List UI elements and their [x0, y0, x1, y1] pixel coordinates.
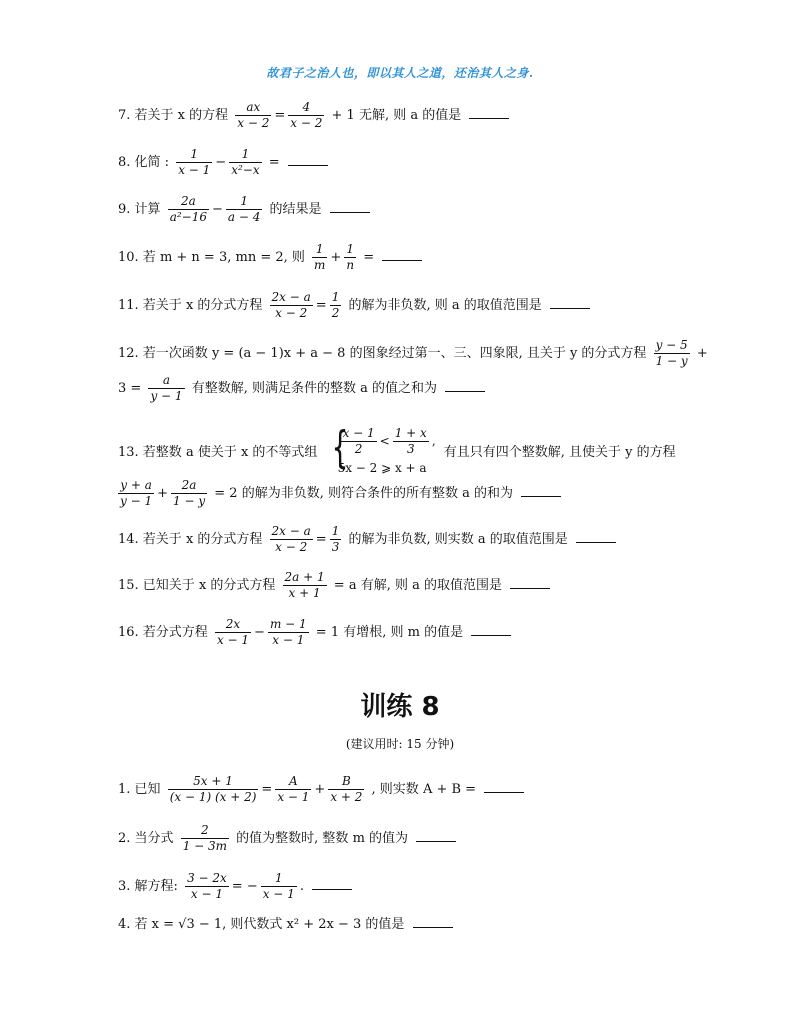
section-subtitle: (建议用时: 15 分钟) — [345, 737, 455, 751]
answer-blank — [576, 530, 616, 543]
problem-13-line-1 — [118, 422, 676, 479]
question-1: 1. 已知 $\frac{5x + 1}{(x - 1) (x + 2)}$ = $\frac{A}{x - 1}$ + $\frac{B}{x + 2}$ , 则实数 A + B = — [118, 774, 524, 805]
answer-blank — [471, 623, 511, 636]
problem-10-suffix: = — [363, 250, 375, 265]
problem-16-prefix: 16. 若分式方程 — [118, 625, 208, 640]
fraction: $\frac{x - 1}{2}$ — [342, 426, 375, 456]
fraction: $\frac{B}{x + 2}$ — [330, 774, 363, 804]
fraction: $\frac{ax}{x - 2}$ — [237, 100, 270, 130]
problem-7-prefix: 7. 若关于 x 的方程 — [118, 108, 229, 123]
header-motto: 故君子之治人也，即以其人之道，还治其人之身. — [266, 66, 534, 80]
problem-9-prefix: 9. 计算 — [118, 202, 161, 217]
problem-11-prefix: 11. 若关于 x 的分式方程 — [118, 298, 263, 313]
problem-13-line-2: $\frac{y + a}{y - 1}$ + $\frac{2a}{1 - y}$ = 2 的解为非负数, 则符合条件的所有整数 a 的和为 — [118, 478, 561, 509]
fraction: $\frac{1}{3}$ — [331, 524, 340, 554]
section-title: 训练 8 — [360, 692, 440, 722]
problem-15-prefix: 15. 已知关于 x 的分式方程 — [118, 578, 276, 593]
fraction: $\frac{1}{x - 1}$ — [262, 871, 295, 901]
problem-12-line2-suffix: 有整数解, 则满足条件的整数 a 的值之和为 — [191, 381, 437, 396]
fraction: $\frac{2}{1 - 3m}$ — [182, 823, 228, 853]
question-1-suffix: , 则实数 A + B = — [371, 782, 477, 797]
problem-12-line1-prefix: 12. 若一次函数 y = (a − 1)x + a − 8 的图象经过第一、三、四象限, 且关于 y 的分式方程 — [118, 346, 647, 361]
problem-14-prefix: 14. 若关于 x 的分式方程 — [118, 532, 263, 547]
problem-12-line-2 — [118, 373, 485, 404]
answer-blank — [550, 296, 590, 309]
question-3-prefix: 3. 解方程: — [118, 879, 178, 894]
answer-blank — [445, 379, 485, 392]
fraction: $\frac{2a}{\text{a²−16}}$ — [169, 194, 207, 224]
problem-14-suffix: 的解为非负数, 则实数 a 的取值范围是 — [348, 532, 568, 547]
problem-11-suffix: 的解为非负数, 则 a 的取值范围是 — [348, 298, 542, 313]
fraction: $\frac{y - 5}{1 - y}$ — [655, 338, 688, 368]
inequality-system — [326, 422, 436, 479]
problem-13-line2-suffix: = 2 的解为非负数, 则符合条件的所有整数 a 的和为 — [214, 486, 513, 501]
answer-blank — [413, 915, 453, 928]
problem-7: 7. 若关于 x 的方程 $\frac{ax}{x - 2}$ = $\frac{4}{x - 2}$ + 1 无解, 则 a 的值是 — [118, 100, 509, 131]
fraction: $\frac{1}{2}$ — [331, 290, 340, 320]
question-4 — [118, 915, 453, 935]
answer-blank — [330, 200, 370, 213]
problem-8-suffix: = — [268, 155, 280, 170]
fraction: $\frac{1}{a - 4}$ — [227, 194, 261, 224]
fraction: $\frac{2x}{x - 1}$ — [216, 617, 250, 647]
question-4-text: 4. 若 x = √3 − 1, 则代数式 x² + 2x − 3 的值是 — [118, 917, 405, 932]
answer-blank — [521, 484, 561, 497]
problem-10-prefix: 10. 若 m + n = 3, mn = 2, 则 — [118, 250, 305, 265]
problem-12-line1-suffix: + — [696, 346, 708, 361]
fraction: $\frac{a}{y - 1}$ — [150, 373, 183, 403]
inequality-row-1: $\frac{x - 1}{2}$ < $\frac{1 + x}{3}$ , — [342, 426, 436, 456]
problem-16: 16. 若分式方程 $\frac{2x}{x - 1}$ − $\frac{m - 1}{x - 1}$ = 1 有增根, 则 m 的值是 — [118, 617, 511, 648]
question-2-prefix: 2. 当分式 — [118, 831, 174, 846]
fraction: $\frac{1}{n}$ — [346, 242, 355, 272]
answer-blank — [288, 153, 328, 166]
fraction: $\frac{1}{m}$ — [314, 242, 326, 272]
problem-10: 10. 若 m + n = 3, mn = 2, 则 $\frac{1}{m}$ + $\frac{1}{n}$ = — [118, 242, 422, 273]
fraction: $\frac{5x + 1}{(x - 1) (x + 2)}$ — [169, 774, 257, 804]
problem-9: 9. 计算 $\frac{2a}{\text{a²−16}}$ − $\frac{1}{a - 4}$ 的结果是 — [118, 194, 370, 225]
problem-8-prefix: 8. 化简 : — [118, 155, 170, 170]
fraction: $\frac{y + a}{y - 1}$ — [120, 478, 153, 508]
fraction: $\frac{2x - a}{x - 2}$ — [271, 524, 311, 554]
problem-15-suffix: = a 有解, 则 a 的取值范围是 — [333, 578, 502, 593]
answer-blank — [484, 780, 524, 793]
problem-15 — [118, 570, 550, 601]
fraction: $\frac{2a + 1}{x + 1}$ — [284, 570, 325, 600]
problem-7-suffix: + 1 无解, 则 a 的值是 — [331, 108, 462, 123]
fraction: $\frac{m - 1}{x - 1}$ — [269, 617, 307, 647]
problem-12-line2-prefix: 3 = — [118, 381, 142, 396]
question-1-prefix: 1. 已知 — [118, 782, 161, 797]
problem-11: 11. 若关于 x 的分式方程 $\frac{2x - a}{x - 2}$ = $\frac{1}{2}$ 的解为非负数, 则 a 的取值范围是 — [118, 290, 590, 321]
fraction: $\frac{1}{\text{x²−x}}$ — [231, 147, 260, 177]
problem-16-suffix: = 1 有增根, 则 m 的值是 — [315, 625, 464, 640]
answer-blank — [382, 248, 422, 261]
fraction: $\frac{2a}{1 - y}$ — [173, 478, 206, 508]
fraction: $\frac{3 - 2x}{x - 1}$ — [187, 871, 227, 901]
left-brace: { — [331, 422, 348, 473]
problem-14: 14. 若关于 x 的分式方程 $\frac{2x - a}{x - 2}$ = $\frac{1}{3}$ 的解为非负数, 则实数 a 的取值范围是 — [118, 524, 616, 555]
fraction: $\frac{2x - a}{x - 2}$ — [271, 290, 311, 320]
problem-13-line1-suffix: 有且只有四个整数解, 且使关于 y 的方程 — [443, 445, 676, 460]
question-3: 3. 解方程: $\frac{3 - 2x}{x - 1}$ = − $\frac{1}{x - 1}$ . — [118, 871, 352, 902]
fraction: $\frac{1 + x}{3}$ — [394, 426, 427, 456]
fraction: $\frac{4}{x - 2}$ — [290, 100, 323, 130]
question-2-suffix: 的值为整数时, 整数 m 的值为 — [236, 831, 409, 846]
problem-8: 8. 化简 : $\frac{1}{x - 1}$ − $\frac{1}{\text{x²−x}}$ = — [118, 147, 328, 178]
answer-blank — [469, 106, 509, 119]
problem-13-line1-prefix: 13. 若整数 a 使关于 x 的不等式组 — [118, 445, 318, 460]
inequality-row-2: 5x − 2 ⩾ x + a — [337, 461, 427, 475]
fraction: $\frac{1}{x - 1}$ — [178, 147, 211, 177]
problem-12-line-1 — [118, 338, 708, 369]
problem-9-suffix: 的结果是 — [269, 202, 322, 217]
question-3-suffix: . — [299, 879, 304, 894]
answer-blank — [416, 829, 456, 842]
fraction: $\frac{A}{x - 1}$ — [277, 774, 310, 804]
answer-blank — [312, 877, 352, 890]
answer-blank — [510, 576, 550, 589]
question-2 — [118, 823, 456, 854]
